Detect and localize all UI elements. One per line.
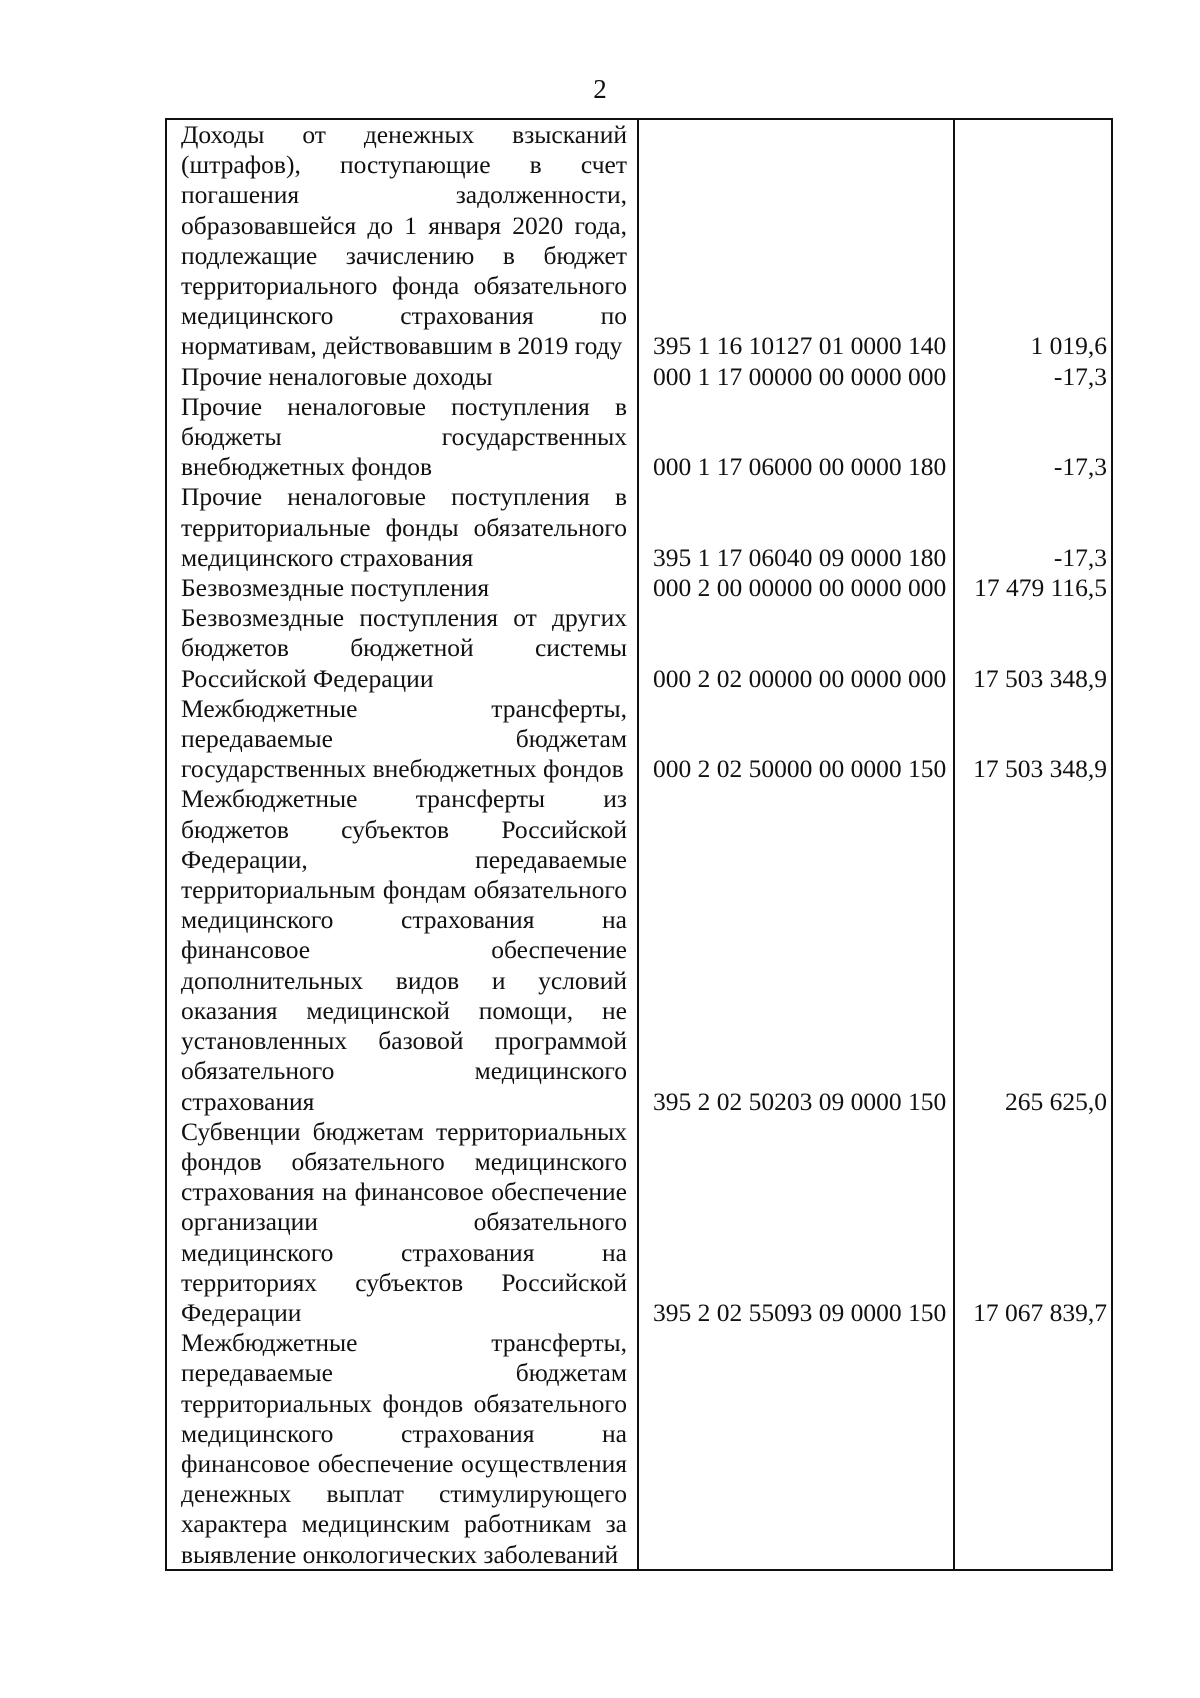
row-amount: 17 067 839,7 [973, 1297, 1107, 1327]
row-code: 000 2 02 50000 00 0000 150 [653, 754, 947, 784]
row-name: Межбюджетные трансферты, передаваемые бюджетам территориальных фондов обязательного медицинского страхования на финансовое обеспечение осуществления денежных выплат стимулирующего характера медицинским работникам за выявление онкологических заболеваний [181, 1328, 627, 1569]
row-code: 395 2 02 55093 09 0000 150 [653, 1297, 947, 1327]
table-row [165, 1117, 1113, 1328]
row-name: Прочие неналоговые поступления в территориальные фонды обязательного медицинского страхования [181, 482, 627, 572]
row-amount: 1 019,6 [1030, 331, 1107, 361]
row-code: 395 1 17 06040 09 0000 180 [653, 542, 947, 572]
row-amount: 17 479 116,5 [974, 573, 1107, 603]
revenue-table [165, 120, 1113, 1570]
row-name: Субвенции бюджетам территориальных фондов обязательного медицинского страхования на финансовое обеспечение организации обязательного медицинского страхования на территориях субъектов Российской Федерации [181, 1116, 627, 1327]
row-name: Прочие неналоговые поступления в бюджеты государственных внебюджетных фондов [181, 391, 627, 482]
row-code: 000 1 17 00000 00 0000 000 [653, 361, 947, 391]
row-amount: 17 503 348,9 [973, 663, 1107, 693]
table-row [165, 1328, 1113, 1570]
table-row [165, 392, 1113, 483]
table-row [165, 482, 1113, 573]
page-number: 2 [593, 74, 607, 104]
row-name: Межбюджетные трансферты из бюджетов субъектов Российской Федерации, передаваемые территориальным фондам обязательного медицинского страхования на финансовое обеспечение дополнительных видов и условий оказания медицинской помощи, не установленных базовой программой обязательного медицинского страхования [181, 784, 627, 1116]
row-name: Межбюджетные трансферты, передаваемые бюджетам государственных внебюджетных фондов [181, 693, 627, 784]
row-code: 395 2 02 50203 09 0000 150 [653, 1086, 947, 1116]
row-amount: -17,3 [1053, 542, 1107, 572]
row-name: Прочие неналоговые доходы [181, 361, 493, 391]
table-row [165, 784, 1113, 1116]
row-name: Доходы от денежных взысканий (штрафов), поступающие в счет погашения задолженности, образовавшейся до 1 января 2020 года, подлежащие зачислению в бюджет территориального фонда обязательного медицинского страхования по нормативам, действовавшим в 2019 году [181, 120, 627, 361]
row-code: 000 2 02 00000 00 0000 000 [653, 663, 947, 693]
table-row [165, 694, 1113, 785]
row-code: 395 1 16 10127 01 0000 140 [653, 331, 947, 361]
row-amount: -17,3 [1053, 452, 1107, 482]
row-name: Безвозмездные поступления от других бюджетов бюджетной системы Российской Федерации [181, 603, 627, 693]
row-name: Безвозмездные поступления [181, 573, 490, 603]
table-row [165, 603, 1113, 694]
row-amount: 17 503 348,9 [973, 754, 1107, 784]
row-code: 000 2 00 00000 00 0000 000 [653, 573, 947, 603]
row-amount: -17,3 [1053, 361, 1107, 391]
table-row [165, 573, 1113, 603]
row-code: 000 1 17 06000 00 0000 180 [653, 452, 947, 482]
table-row [165, 362, 1113, 392]
table-row [165, 120, 1113, 362]
row-amount: 265 625,0 [1005, 1086, 1107, 1116]
